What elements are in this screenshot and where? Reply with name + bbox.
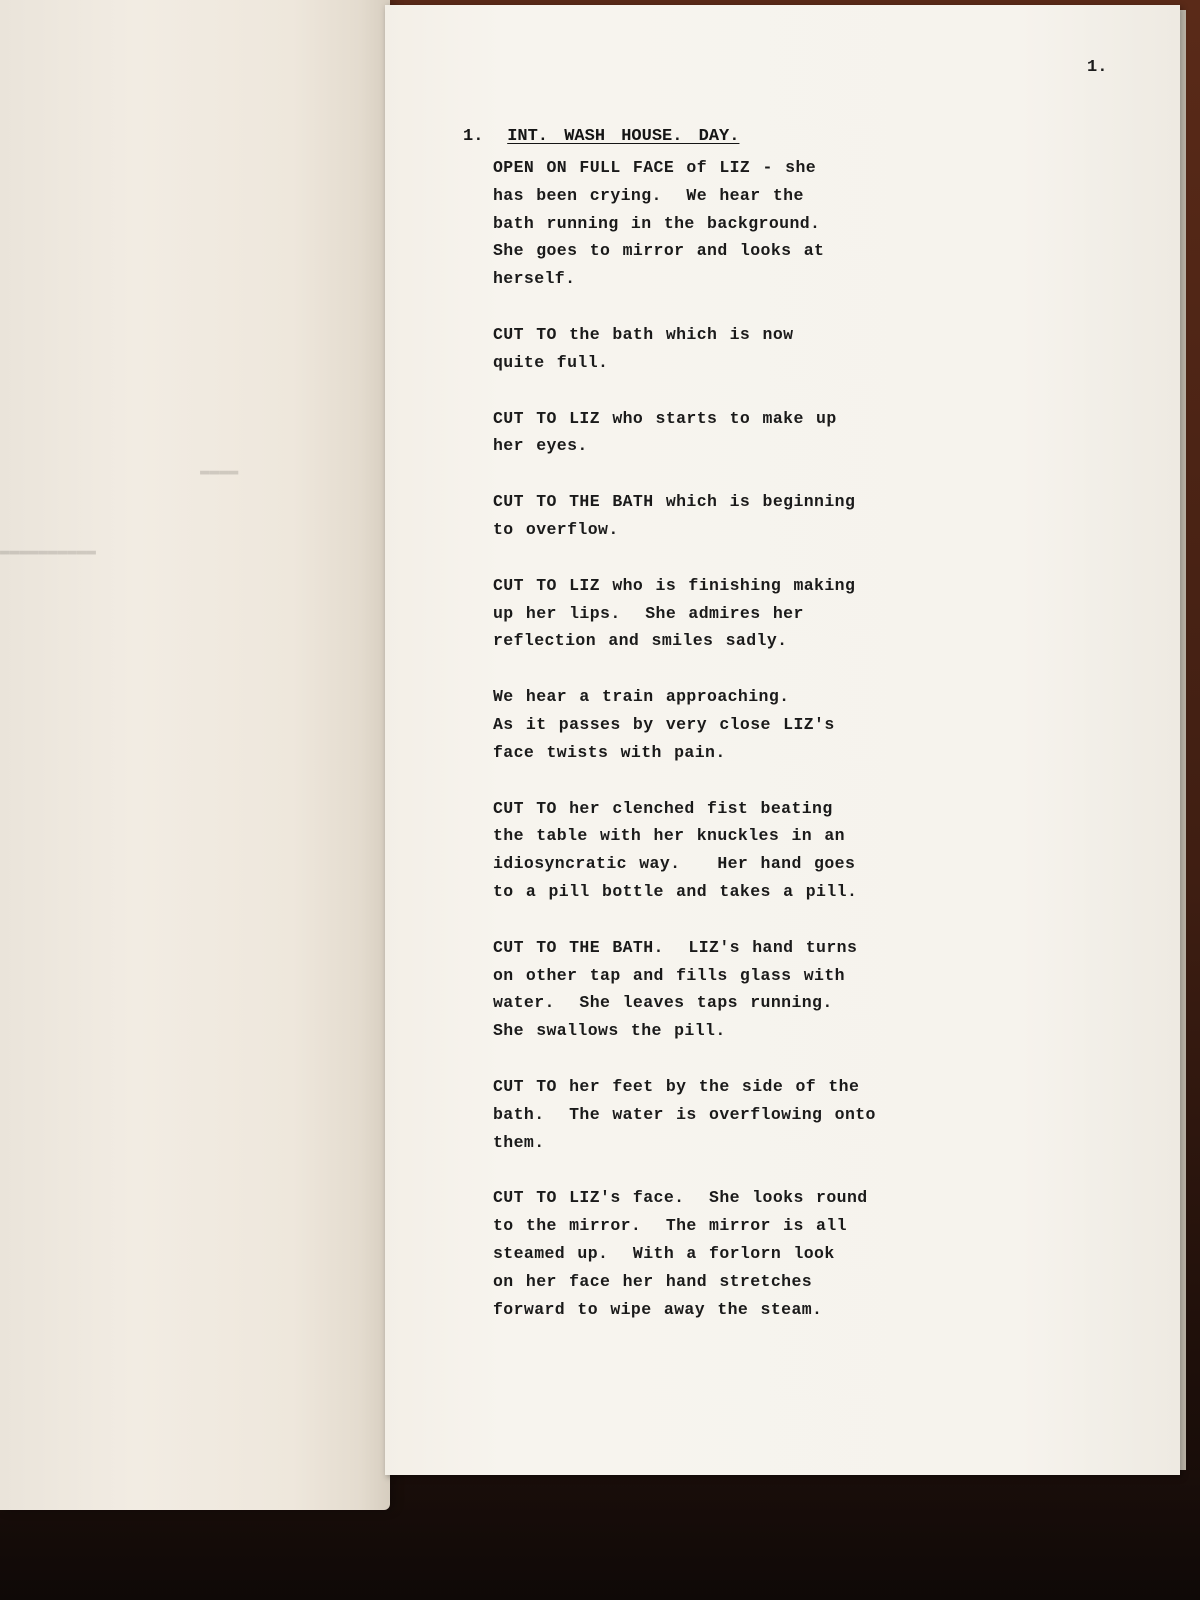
action-paragraph (493, 1073, 933, 1156)
action-line: She goes to mirror and looks at (493, 241, 825, 261)
action-line: on other tap and fills glass with (493, 965, 845, 985)
left-page (0, 0, 390, 1510)
action-paragraph (493, 321, 933, 377)
action-line: herself. (493, 269, 576, 289)
action-line: bath. The water is overflowing onto (493, 1104, 876, 1124)
action-line: CUT TO LIZ's face. She looks round (493, 1188, 868, 1208)
action-line: face twists with pain. (493, 742, 726, 762)
action-line: We hear a train approaching. (493, 687, 790, 707)
action-paragraph (493, 154, 933, 293)
action-line: water. She leaves taps running. (493, 993, 833, 1013)
scene-number: 1. (463, 127, 484, 146)
action-line: to a pill bottle and takes a pill. (493, 881, 858, 901)
action-line: CUT TO THE BATH which is beginning (493, 492, 856, 512)
scene-action-text (493, 154, 933, 1351)
action-paragraph (493, 572, 933, 655)
left-page-bleed-through: ▬▬▬▬ (200, 462, 239, 480)
action-line: steamed up. With a forlorn look (493, 1243, 835, 1263)
action-line: on her face her hand stretches (493, 1271, 813, 1291)
action-line: her eyes. (493, 436, 588, 456)
action-paragraph (493, 934, 933, 1045)
action-line: up her lips. She admires her (493, 603, 804, 623)
action-line: OPEN ON FULL FACE of LIZ - she (493, 158, 817, 177)
action-line: bath running in the background. (493, 213, 821, 233)
action-line: to overflow. (493, 519, 619, 539)
action-line: CUT TO LIZ who starts to make up (493, 408, 837, 428)
left-page-bleed-through: ▬▬▬▬▬▬▬▬▬▬ (0, 542, 97, 560)
action-line: quite full. (493, 352, 609, 372)
action-line: CUT TO LIZ who is finishing making (493, 575, 856, 595)
action-paragraph (493, 405, 933, 461)
action-line: reflection and smiles sadly. (493, 631, 788, 651)
action-paragraph (493, 1184, 933, 1323)
action-paragraph (493, 683, 933, 766)
page-number: 1. (1087, 58, 1108, 77)
action-line: forward to wipe away the steam. (493, 1299, 823, 1319)
action-line: has been crying. We hear the (493, 185, 804, 205)
action-line: idiosyncratic way. Her hand goes (493, 854, 856, 874)
action-line: CUT TO the bath which is now (493, 324, 794, 344)
action-line: She swallows the pill. (493, 1021, 726, 1041)
scene-heading (463, 127, 739, 146)
action-line: CUT TO her clenched fist beating (493, 798, 833, 818)
scene-title: INT. WASH HOUSE. DAY. (507, 127, 740, 146)
action-paragraph (493, 795, 933, 906)
action-line: them. (493, 1132, 545, 1152)
action-line: CUT TO THE BATH. LIZ's hand turns (493, 937, 858, 957)
action-line: As it passes by very close LIZ's (493, 714, 835, 734)
action-line: CUT TO her feet by the side of the (493, 1076, 860, 1096)
action-line: the table with her knuckles in an (493, 826, 845, 846)
action-paragraph (493, 488, 933, 544)
action-line: to the mirror. The mirror is all (493, 1216, 847, 1236)
